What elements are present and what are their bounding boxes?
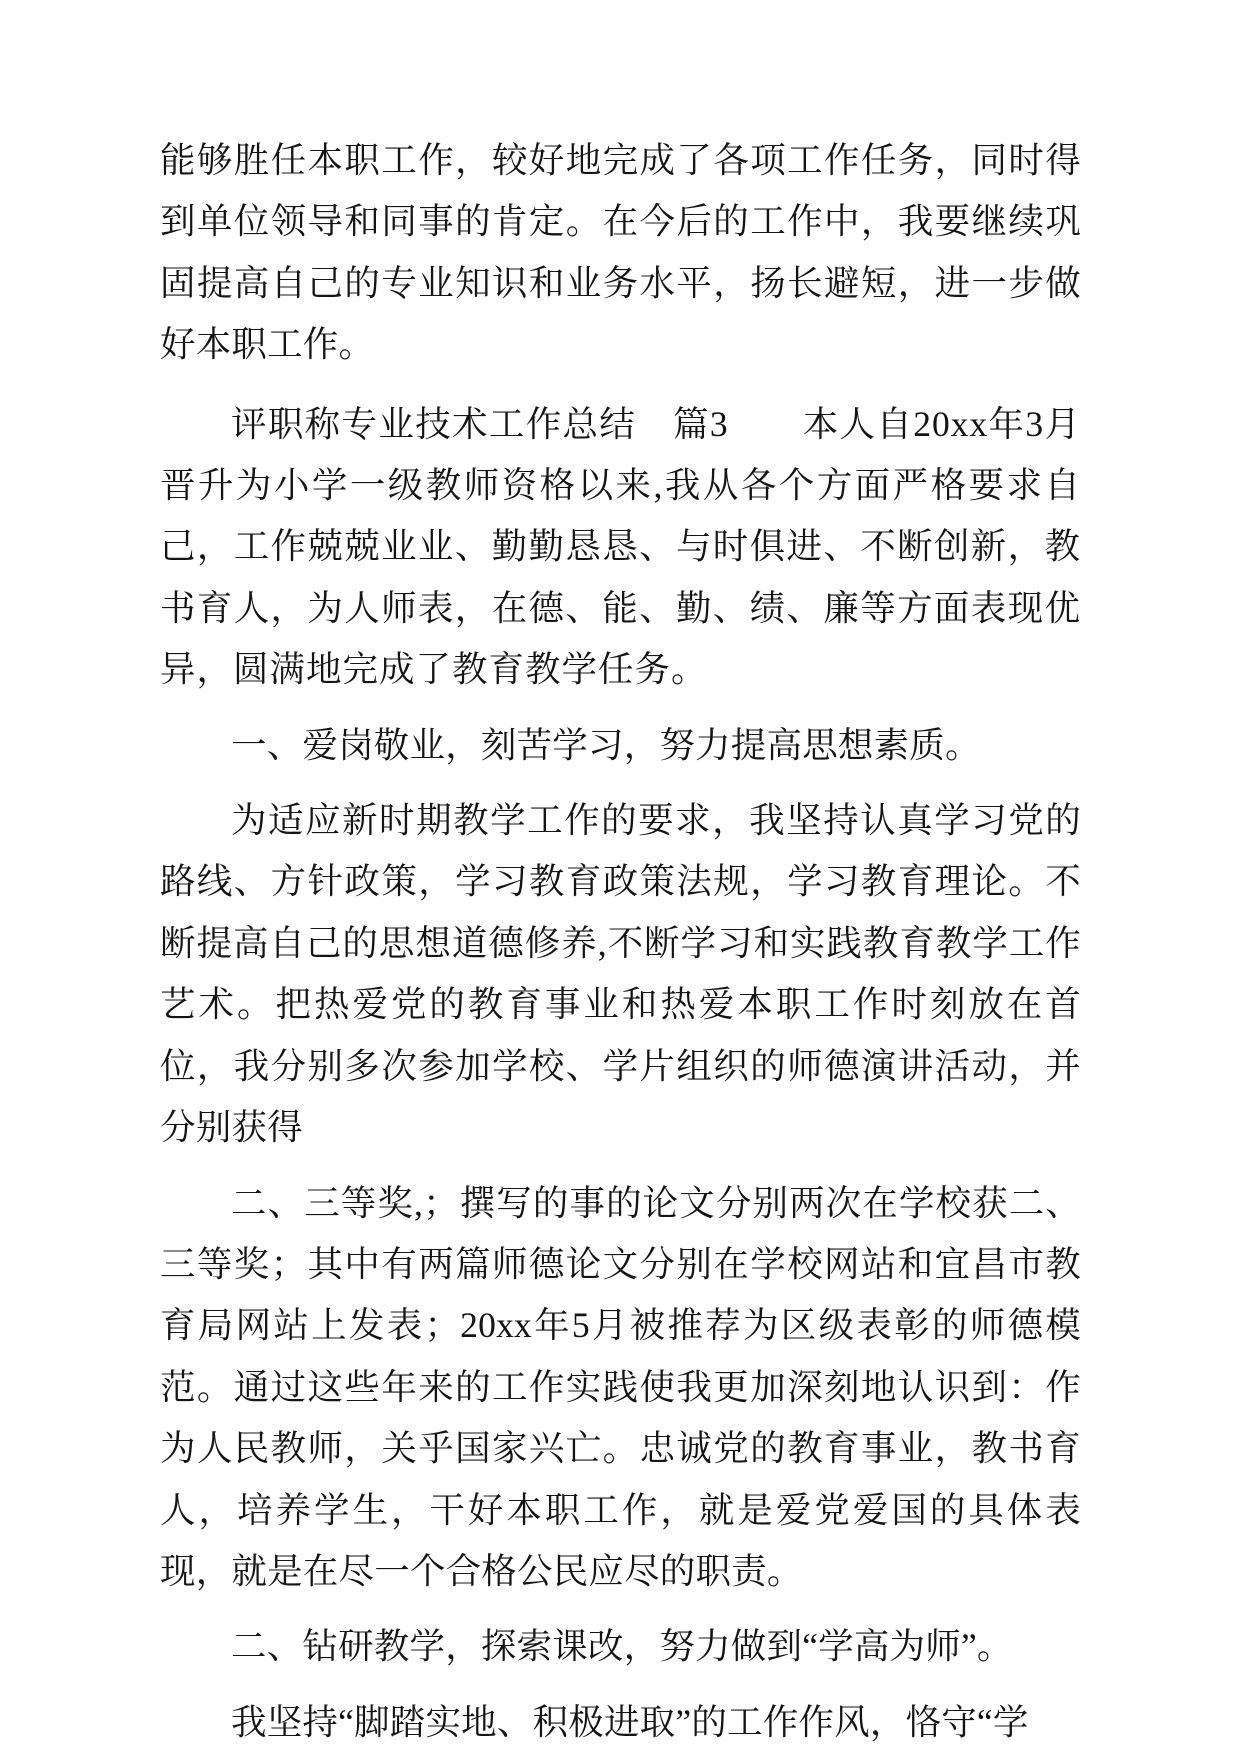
paragraph-block-4 bbox=[160, 790, 1081, 1158]
paragraph-continuation: 能够胜任本职工作，较好地完成了各项工作任务，同时得到单位领导和同事的肯定。在今后的工作中，我要继续巩固提高自己的专业知识和业务水平，扬长避短，进一步做好本职工作。 bbox=[160, 140, 1081, 365]
document-body bbox=[160, 130, 1081, 1753]
paragraph-block-2 bbox=[160, 394, 1081, 701]
paragraph-block-1 bbox=[160, 130, 1081, 376]
paragraph-heading-one: 一、爱岗敬业，刻苦学习，努力提高思想素质。 bbox=[231, 724, 981, 765]
paragraph-body-two: 二、三等奖,；撰写的事的论文分别两次在学校获二、三等奖；其中有两篇师德论文分别在学校网站和宜昌市教育局网站上发表；20xx年5月被推荐为区级表彰的师德模范。通过这些年来的工作实践使我更加深刻地认识到：作为人民教师，关乎国家兴亡。忠诚党的教育事业，教书育人，培养学生，干好本职工作，就是爱党爱国的具体表现，就是在尽一个合格公民应尽的职责。 bbox=[160, 1182, 1081, 1591]
paragraph-block-5 bbox=[160, 1173, 1081, 1603]
paragraph-heading-two: 二、钻研教学，探索课改，努力做到“学高为师”。 bbox=[231, 1626, 1013, 1667]
paragraph-block-7 bbox=[160, 1692, 1081, 1753]
paragraph-block-3 bbox=[160, 715, 1081, 776]
paragraph-block-6 bbox=[160, 1616, 1081, 1677]
paragraph-section-intro: 评职称专业技术工作总结 篇3 本人自20xx年3月晋升为小学一级教师资格以来,我从各个方面严格要求自己，工作兢兢业业、勤勤恳恳、与时俱进、不断创新，教书育人，为人师表，在德、能、勤、绩、廉等方面表现优异，圆满地完成了教育教学任务。 bbox=[160, 403, 1081, 690]
paragraph-body-three: 我坚持“脚踏实地、积极进取”的工作作风，恪守“学 bbox=[231, 1701, 1029, 1742]
paragraph-body-one: 为适应新时期教学工作的要求，我坚持认真学习党的路线、方针政策，学习教育政策法规，学习教育理论。不断提高自己的思想道德修养,不断学习和实践教育教学工作艺术。把热爱党的教育事业和热爱本职工作时刻放在首位，我分别多次参加学校、学片组织的师德演讲活动，并分别获得 bbox=[160, 800, 1081, 1148]
